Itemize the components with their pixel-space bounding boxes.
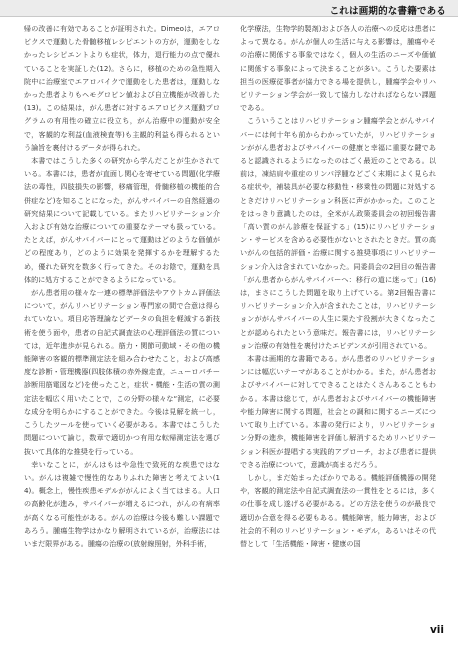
body-paragraph: こういうことはリハビリテーション腫瘍学会とがんサバイバーには何十年も前からわかっていたが，リハビリテーションががん患者およびサバイバーの健康と幸福に重要な鍵であると認識されるようになったのはごく最近のことである。以前は，凍結肩や重症のリンパ浮腫などごく末期によく見られる症状や，補装具が必要な移動性・移乗性の問題に対処するときだけリハビリテーション科医に声がかかった。このことをはっきり意識したのは，全米がん政策委員会の初回報告書「高い質のがん診療を保証する」(15)にリハビリテーション・サービスを含める必要性がないとされたときだ。質の高いがんの包括的評価・治療に関する推奨事項にリハビリテーション介入は含まれていなかった。同委員会の2回目の報告書「がん患者からがんサバイバーへ：移行の道に迷って」(16)は，まさにこうした問題を取り上げている。第2回報告書にリハビリテーション介入が含まれたことは，リハビリテーションががんサバイバーの人生に果たす役割が大きくなったことが認められたという意味だ。報告書には，リハビリテーション治療の有効性を裏付けたエビデンスが引用されている。 bbox=[240, 116, 436, 350]
header-band bbox=[0, 0, 458, 17]
running-header-title: これは画期的な書籍である bbox=[329, 6, 446, 17]
body-paragraph: がん患者用の様々な一連の標準評価法やアウトカム評価法について，がんリハビリテーション専門家の間で合意は得られていない。項目応答理論などデータの負担を軽減する新技術を使う面や，患者の自記式調査法の心理評価法の質については，近年進歩が見られる。筋力・関節可動域・その他の機能障害の客観的標準測定法を組み合わせたこと，および高感度な診断・管理機器(四肢体積の赤外線走査，ニューロパチー診断用筋電図など)を使ったこと，症状・機能・生活の質の測定法を幅広く用いたことで，この分野の様々な“測定，に必要な成分を明らかにすることができた。今後は見解を統一し，こうしたツールを使っていく必要がある。本書ではこうした問題について論じ，数章で適切かつ有用な転帰測定法を選び抜いて具体的な推奨を行っている。 bbox=[24, 288, 220, 456]
page-number: vii bbox=[429, 624, 444, 636]
body-paragraph: 帰の改善に有効であることが証明された。Dimeoは，エアロビクスで運動した骨髄移植レシピエントの方が，運動をしなかったレシピエントよりも症状，体力，退行能力の点で優れていることを実証した(12)。さらに，移植のための急性期入院中に治療室でエアロバイクで運動をした患者は，運動しなかった患者よりもヘモグロビン値および自立機能が改善した(13)。この結果は，がん患者に対するエアロビクス運動プログラムの有用性の確立に役立ち，がん治療中の運動が安全で，客観的な利益(血液検査等)も主観的利益も得られるという論旨を裏付けるデータが得られた。 bbox=[24, 24, 220, 152]
left-text-column bbox=[24, 22, 220, 612]
body-paragraph: 幸いなことに，がんはもはや急性で致死的な疾患ではない。がんは複雑で慢性的なありふれた障害と考えてよい(14)。概念上，慢性疾患モデルががんによく当てはまる。人口の高齢化が進み，サバイバーが増えるにつれ，がんの有病率が高くなる可能性がある。がんの治療は今後も難しい課題であろう。腫瘍生物学はかなり解明されているが，治療法にはいまだ限界がある。腫瘍の治療の(放射線照射，外科手術， bbox=[24, 459, 220, 548]
body-paragraph: 化学療法，生物学的製剤)および各人の治療への反応は患者によって異なる。がんが個人の生活に与える影響は，腫瘍やその治療に関係する事象ではなく，個人の生活のニーズや価値に関係する事象によって決まることが多い。こうした要素は担当の医療従事者が協力できる場を提供し，腫瘍学会やリハビリテーション学会が一致して協力しなければならない課題である。 bbox=[240, 24, 436, 113]
body-paragraph: 本書ではこうした多くの研究から学んだことが生かされている。本書には，患者が直面し関心を寄せている問題(化学療法の毒性，四肢損失の影響，移痛管理，骨髄移植の機能的合併症など)を知ることになった，がんサバイバーの自然経過の研究結果について記載している。またリハビリテーション介入および有効な治療についての重要なテーマも扱っている。たとえば，がんサバイバーにとって運動はどのような価値がどの程度あり，どのように効果を発揮するかを理解するため，優れた研究を数多く行ってきた。そのお陰で，運動を具体的に処方することができるようになっている。 bbox=[24, 156, 220, 284]
right-text-column bbox=[240, 22, 436, 612]
body-paragraph: しかし，まだ始まったばかりである。機能評価機器の開発や，客観的測定法や自記式調査法の一貫性をとるには，多くの仕事を成し遂げる必要がある。どの方法を使うのが最良で適切か合意を得る必要もある。機能障害，能力障害，および社会的不利のリハビリテーション・モデル，あるいはその代替として「生活機能・障害・健康の国 bbox=[240, 472, 436, 548]
body-paragraph: 本書は画期的な書籍である。がん患者のリハビリテーションには幅広いテーマがあることがわかる。また，がん患者およびサバイバーに対してできることはたくさんあることもわかる。本書は総じて，がん患者およびサバイバーの機能障害や能力障害に関する問題，社会との調和に関するニーズについて取り上げている。本書の発行により，リハビリテーション分野の進歩，機能障害を評価し解消するためリハビリテーション科医が提唱する実践的アプローチ，および患者に提供できる治療について，意識が高まるだろう。 bbox=[240, 354, 436, 469]
